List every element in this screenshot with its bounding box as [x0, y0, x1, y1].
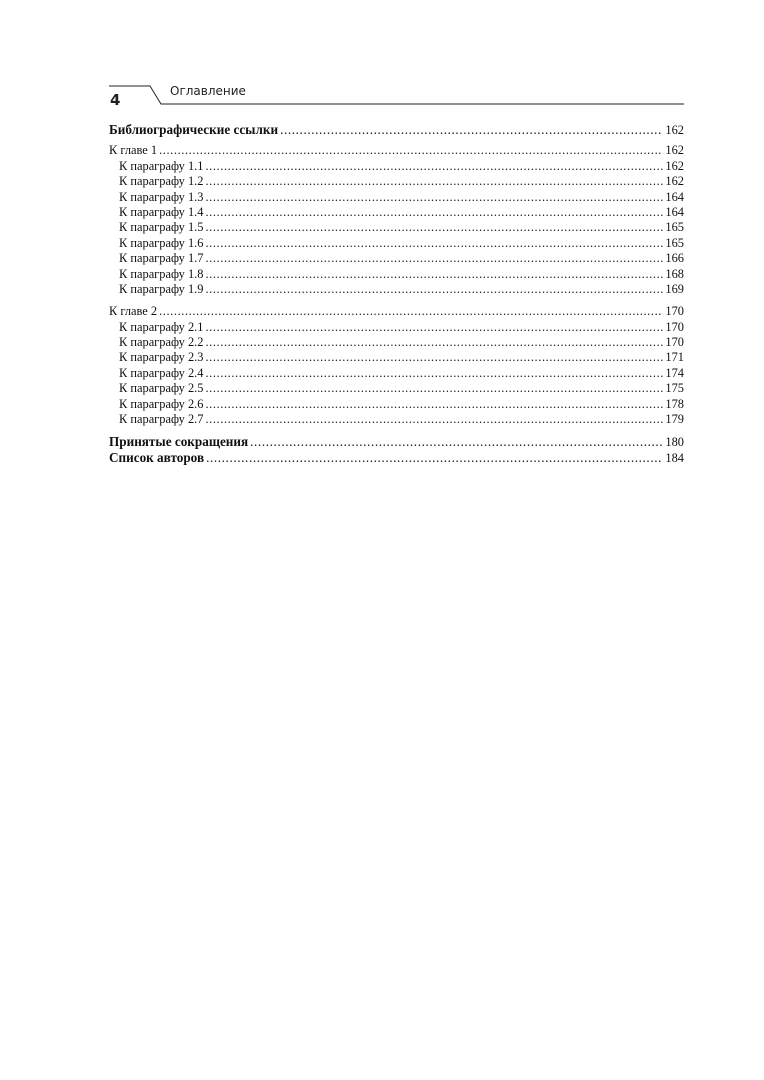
dot-leader	[205, 335, 663, 350]
toc-entry-label: К параграфу 1.8	[119, 266, 204, 281]
toc-entry-label: К параграфу 2.6	[119, 396, 204, 411]
toc-chapter-1	[109, 143, 684, 297]
dot-leader	[205, 236, 663, 251]
dot-leader	[159, 304, 663, 319]
dot-leader	[205, 282, 663, 297]
toc-page-number: 166	[665, 251, 684, 266]
toc-page-number: 162	[665, 174, 684, 189]
toc-entry-label: К параграфу 2.1	[119, 319, 204, 334]
toc-entry-label: Библиографические ссылки	[109, 122, 279, 137]
toc-entry-label: К параграфу 2.2	[119, 335, 204, 350]
toc-entry-label: К параграфу 1.6	[119, 235, 204, 250]
dot-leader	[205, 159, 663, 174]
toc-entry-bibliography[interactable]	[109, 122, 684, 137]
toc-entry-authors[interactable]	[109, 450, 684, 465]
toc-entry-abbreviations[interactable]	[109, 434, 684, 449]
toc-entry-paragraph[interactable]	[109, 236, 684, 251]
toc-entry-paragraph[interactable]	[109, 350, 684, 365]
toc-entry-label: К параграфу 1.2	[119, 174, 204, 189]
toc-entry-label: К параграфу 2.4	[119, 365, 204, 380]
table-of-contents	[109, 122, 684, 465]
toc-entry-paragraph[interactable]	[109, 159, 684, 174]
toc-page-number: 168	[665, 266, 684, 281]
toc-entry-chapter-2[interactable]	[109, 304, 684, 319]
toc-entry-label: К параграфу 1.7	[119, 251, 204, 266]
toc-entry-label: К параграфу 1.5	[119, 220, 204, 235]
toc-page-number: 170	[665, 304, 684, 319]
toc-page-number: 164	[665, 204, 684, 219]
toc-page-number: 170	[665, 335, 684, 350]
dot-leader	[205, 205, 663, 220]
toc-entry-paragraph[interactable]	[109, 335, 684, 350]
toc-entry-chapter-1[interactable]	[109, 143, 684, 158]
dot-leader	[205, 381, 663, 396]
toc-entry-paragraph[interactable]	[109, 220, 684, 235]
toc-entry-paragraph[interactable]	[109, 282, 684, 297]
toc-page-number: 162	[665, 143, 684, 158]
dot-leader	[205, 366, 663, 381]
toc-entry-paragraph[interactable]	[109, 251, 684, 266]
dot-leader	[205, 190, 663, 205]
toc-entry-label: К главе 1	[109, 143, 158, 158]
toc-entry-label: К главе 2	[109, 304, 158, 319]
dot-leader	[205, 220, 663, 235]
toc-entry-paragraph[interactable]	[109, 381, 684, 396]
toc-entry-paragraph[interactable]	[109, 397, 684, 412]
toc-entry-paragraph[interactable]	[109, 190, 684, 205]
toc-entry-label: К параграфу 1.3	[119, 189, 204, 204]
dot-leader	[205, 397, 663, 412]
toc-page-number: 175	[665, 381, 684, 396]
toc-entry-paragraph[interactable]	[109, 205, 684, 220]
toc-entry-label: К параграфу 2.7	[119, 412, 204, 427]
toc-entry-label: Список авторов	[109, 449, 205, 465]
page-header	[0, 0, 764, 110]
toc-page-number: 164	[665, 189, 684, 204]
toc-entry-label: К параграфу 1.4	[119, 204, 204, 219]
dot-leader	[205, 320, 663, 335]
toc-entry-paragraph[interactable]	[109, 174, 684, 189]
toc-page-number: 184	[665, 450, 684, 465]
dot-leader	[206, 450, 663, 465]
toc-page-number: 171	[665, 350, 684, 365]
toc-chapter-2	[109, 304, 684, 427]
toc-page-number: 165	[665, 235, 684, 250]
toc-page-number: 169	[665, 281, 684, 296]
toc-entry-paragraph[interactable]	[109, 320, 684, 335]
toc-entry-paragraph[interactable]	[109, 267, 684, 282]
toc-entry-paragraph[interactable]	[109, 412, 684, 427]
page-number: 4	[110, 91, 121, 109]
dot-leader	[205, 267, 663, 282]
dot-leader	[205, 350, 663, 365]
dot-leader	[280, 122, 663, 137]
toc-page-number: 162	[665, 123, 684, 137]
toc-entry-label: К параграфу 1.1	[119, 158, 204, 173]
running-title: Оглавление	[170, 84, 246, 98]
toc-page-number: 165	[665, 220, 684, 235]
toc-page-number: 162	[665, 158, 684, 173]
toc-page-number: 170	[665, 319, 684, 334]
toc-page-number: 174	[665, 365, 684, 380]
dot-leader	[205, 174, 663, 189]
toc-entry-label: К параграфу 1.9	[119, 281, 204, 296]
dot-leader	[159, 143, 663, 158]
toc-page-number: 179	[665, 412, 684, 427]
toc-entry-label: К параграфу 2.3	[119, 350, 204, 365]
dot-leader	[250, 434, 663, 449]
dot-leader	[205, 412, 663, 427]
toc-page-number: 180	[665, 435, 684, 450]
toc-entry-label: К параграфу 2.5	[119, 381, 204, 396]
toc-page-number: 178	[665, 396, 684, 411]
dot-leader	[205, 251, 663, 266]
toc-entry-label: Принятые сокращения	[109, 434, 249, 450]
toc-entry-paragraph[interactable]	[109, 366, 684, 381]
